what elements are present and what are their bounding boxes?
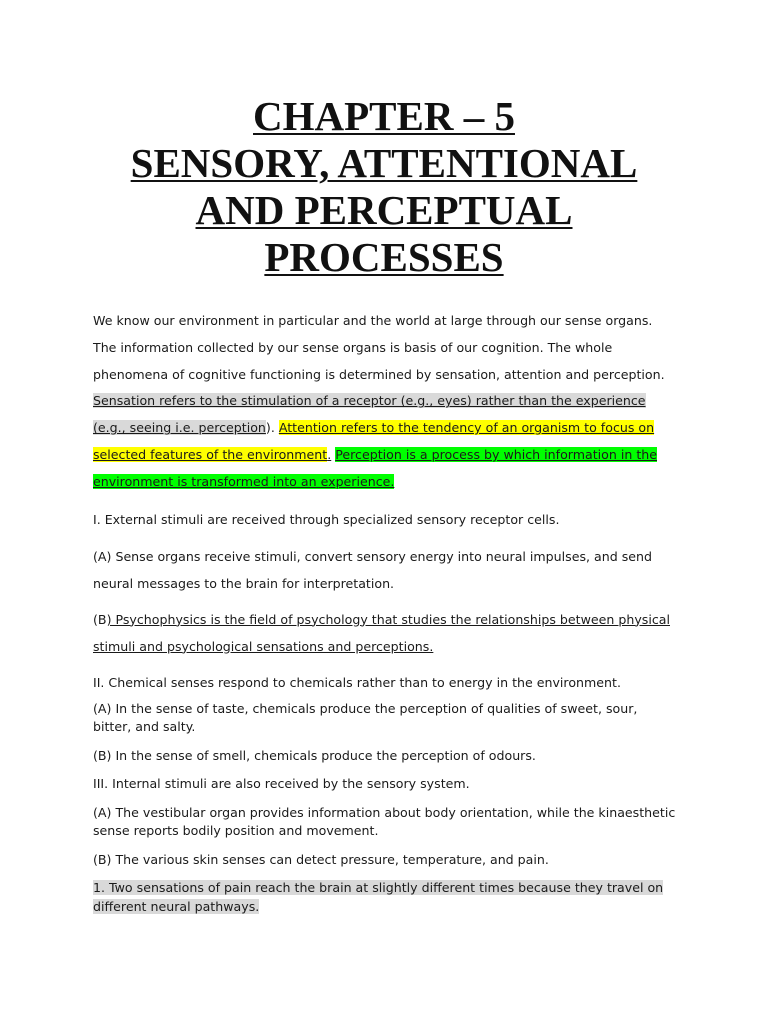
item-ii-b: (B) In the sense of smell, chemicals produce the perception of odours. [93, 747, 536, 763]
item-i-a: (A) Sense organs receive stimuli, convert sensory energy into neural impulses, and send neural messages to the brain for interpretation. [93, 548, 653, 591]
pain-pathways-highlight: 1. Two sensations of pain reach the brain at slightly different times because they travel on different neural pathways. [93, 880, 664, 914]
chapter-title [0, 0, 768, 281]
title-line-4: PROCESSES [264, 234, 504, 280]
title-line-1: CHAPTER – 5 [253, 93, 515, 139]
item-iii-a: (A) The vestibular organ provides information about body orientation, while the kinaesthetic sense reports bodily position and movement. [93, 804, 676, 839]
sensation-close: ). [265, 420, 275, 436]
item-iii: III. Internal stimuli are also received by the sensory system. [93, 776, 470, 792]
intro-paragraph [93, 308, 678, 496]
item-ii: II. Chemical senses respond to chemicals rather than to energy in the environment. [93, 674, 621, 690]
title-line-2: SENSORY, ATTENTIONAL [130, 140, 638, 186]
item-i-b [93, 606, 678, 660]
item-ii-a: (A) In the sense of taste, chemicals produce the perception of qualities of sweet, sour, bitter, and salty. [93, 700, 638, 735]
attention-definition: Attention refers to the tendency of an organism to focus on selected features of the environment [93, 420, 655, 462]
title-line-3: AND PERCEPTUAL [195, 187, 573, 233]
item-i: I. External stimuli are received through specialized sensory receptor cells. [93, 511, 560, 527]
sensation-definition: Sensation refers to the stimulation of a receptor (e.g., eyes) rather than the experience (e.g., seeing i.e. perception [93, 393, 646, 436]
item-i-b-prefix: (B [93, 611, 107, 627]
attention-close: . [327, 446, 332, 462]
item-i-b-text: ) Psychophysics is the field of psychology that studies the relationships between physical stimuli and psychological sensations and perceptions. [93, 611, 670, 654]
item-iii-b-1 [93, 879, 678, 916]
intro-text: We know our environment in particular and the world at large through our sense organs. The information collected by our sense organs is basis of our cognition. The whole phenomena of cognitive functioning is determined by sensation, attention and perception. [93, 313, 665, 382]
item-iii-b: (B) The various skin senses can detect pressure, temperature, and pain. [93, 851, 549, 867]
perception-definition: Perception is a process by which information in the environment is transformed into an experience. [93, 446, 657, 489]
document-body [0, 308, 768, 916]
